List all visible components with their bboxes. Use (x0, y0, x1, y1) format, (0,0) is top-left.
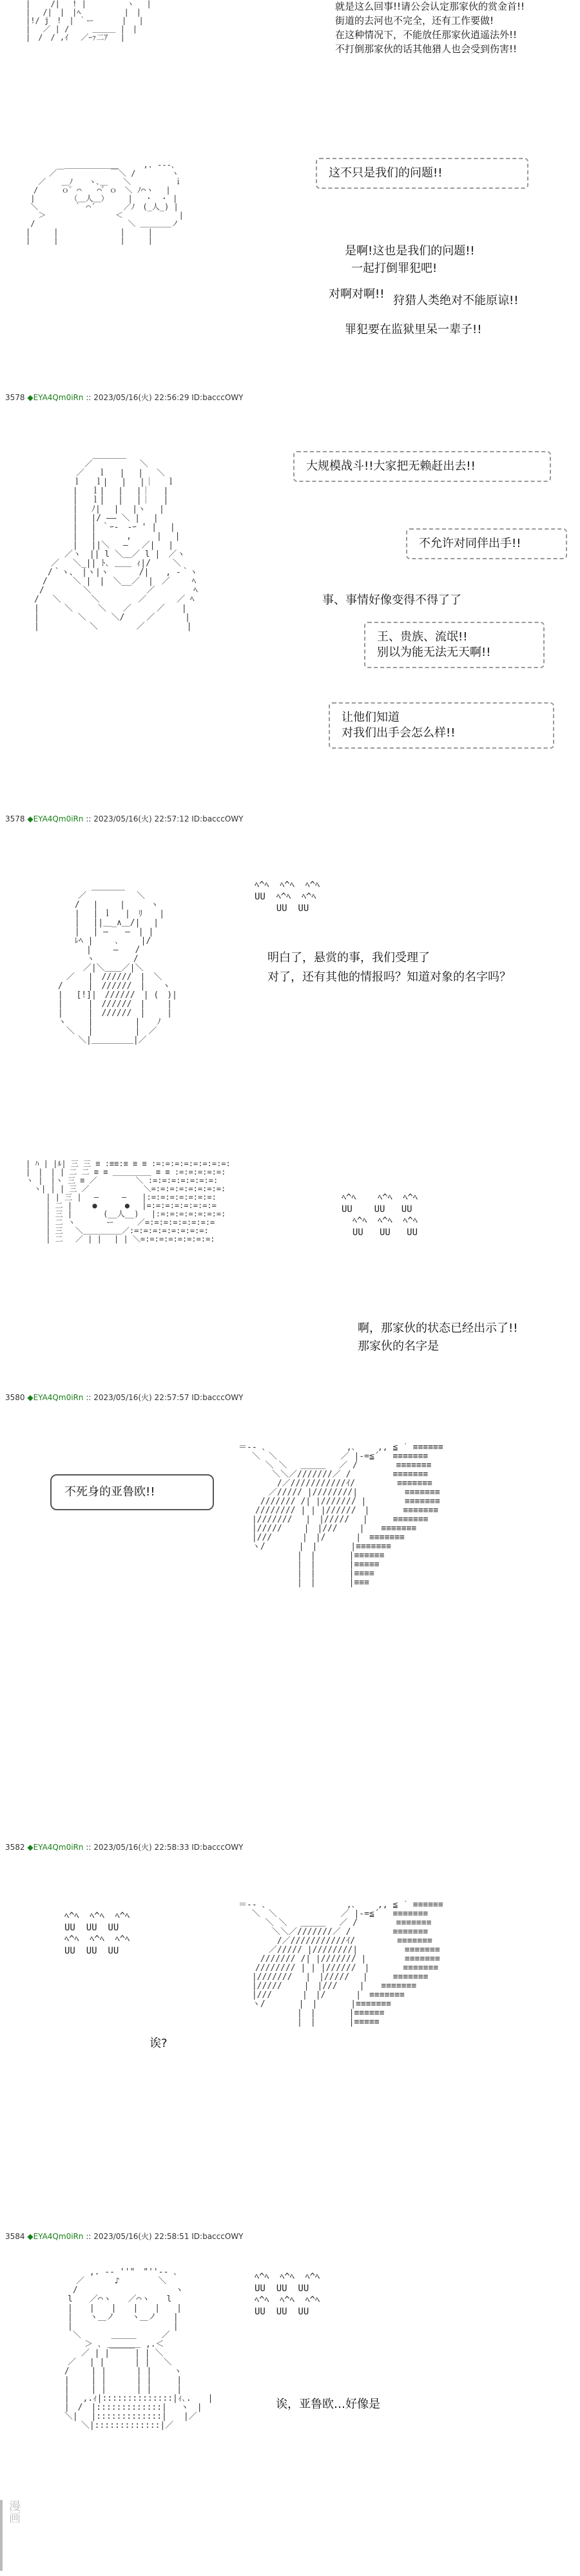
dialogue-line: 街道的去河也不完全，还有工作要做! (335, 15, 494, 26)
ascii-art-character: ＿＿＿＿ ／ ＼ / | | ヽ | | ｌ | ﾘ | | ||＿_∧＿/| | | | ― ― | | ﾚﾍ | ､ |/ | ― / ヽ / ／|＼＿＿／|＼ ／ | ////// | ＼ / | ////// | ヽ | [!]| ////// | ( )| | | ////// | | | | ////// | | ヽ | | ﾉ ＼ | | ／ ＼|＿＿＿＿＿|／ (57, 883, 177, 1045)
dialogue-line: 那家伙的名字是 (358, 1340, 439, 1353)
post-header (5, 813, 244, 824)
post-date: :: 2023/05/16(火) 22:58:51 ID:bacccOWY (86, 2232, 244, 2241)
dialogue-line: 是啊!这也是我们的问题!! (345, 244, 475, 258)
post-header (5, 1841, 244, 1852)
post-number: 3578 (5, 393, 25, 402)
shout-text: 王、贵族、流氓!! (377, 630, 468, 644)
sound-effect: ﾍ^ﾍ ﾍ^ﾍ ﾍ^ﾍ UU UU UU ﾍ^ﾍ ﾍ^ﾍ ﾍ^ﾍ UU UU UU (255, 2272, 320, 2317)
dialogue-line: 啊，那家伙的状态已经出示了!! (358, 1322, 518, 1335)
post-number: 3582 (5, 1843, 25, 1852)
ascii-art-character: | /| ! | ヽ | | /| | |ﾍ | | |!/ j ! | ｀ー | | | ／ | / ＿＿＿ | | | / / ,ｲ ／ｰｧ二ｱ | (26, 0, 151, 42)
shout-text: 这不只是我们的问题!! (329, 166, 443, 180)
dialogue-line: 诶，亚鲁欧…好像是 (276, 2398, 380, 2411)
dialogue-line: 罪犯要在监狱里呆一辈子!! (345, 323, 482, 336)
sound-effect: ﾍ^ﾍ ﾍ^ﾍ ﾍ^ﾍ UU ﾍ^ﾍ ﾍ^ﾍ UU UU (255, 880, 320, 914)
dialogue-line: 明白了，悬赏的事，我们受理了 (267, 951, 430, 965)
shout-bubble (316, 158, 528, 189)
shout-text: 大规模战斗!!大家把无赖赶出去!! (306, 459, 476, 473)
dialogue-line: 就是这么回事!!请公会认定那家伙的赏金首!! (335, 1, 525, 12)
shout-text: 对我们出手会怎么样!! (342, 726, 456, 740)
post-header (5, 1392, 244, 1403)
ascii-art-crowd: ＿＿＿＿＿＿＿ ,. -‐-､ ／￣ ￣＼ / ヽ ／ ＿ﾉ ヽ､＿ ＼ ｉ / ｏ゜⌒ ⌒゜ｏ ＼ ﾉ⌒ヽ | | （＿人＿） | ・ ・ | ＼ ｀ ⌒´ ／ﾉ (_人_) | ＞ ＜ | / ＼ ＿＿＿＿ノ | | | | | | | | (26, 161, 184, 245)
site-watermark: 漫画 (0, 2500, 22, 2571)
post-header (5, 392, 244, 403)
post-date: :: 2023/05/16(火) 22:57:12 ID:bacccOWY (86, 814, 244, 823)
post-number: 3580 (5, 1393, 25, 1402)
ascii-art-character: ＝-‐ ､ ,､ ,, ≦ ´ ≡≡≡≡≡≡ ＼ ＼ ／ |‐=≦´ ≡≡≡≡≡≡≡ ＼ ＼ ＿＿＿ ／ / ≡≡≡≡≡≡≡ ＼＼／///////／ / ≡≡≡≡≡≡≡ /／///////////ｲ/ ≡≡≡≡≡≡≡ ／///// |////////| ≡≡≡≡≡≡≡ /////// /| |/////// | ≡≡≡≡≡≡≡ //////// | | |////// | ≡≡≡≡≡≡≡ |/////// | |///// | ≡≡≡≡≡≡≡ |///// | |/// | ≡≡≡≡≡≡≡ |/// | |/ | ≡≡≡≡≡≡≡ ヽ/ | | |≡≡≡≡≡≡≡ | | |≡≡≡≡≡≡ | | |≡≡≡≡≡ (238, 1901, 443, 2027)
dialogue-line: 事、事情好像变得不得了了 (322, 593, 461, 607)
dialogue-line: 对啊对啊!! (329, 287, 385, 301)
post-number: 3578 (5, 814, 25, 823)
post-author[interactable]: ◆EYA4Qm0iRn (27, 2232, 84, 2241)
dialogue-line: 对了，还有其他的情报吗？知道对象的名字吗？ (267, 970, 511, 984)
shout-text: 不允许对同伴出手!! (419, 537, 521, 550)
shout-text: 别以为能无法无天啊!! (377, 646, 491, 659)
ascii-art-character: ＝-‐ ､ ,､ ,, ≦ ´ ≡≡≡≡≡≡ ＼ ＼ ／ |‐=≦´ ≡≡≡≡≡≡≡ ＼ ＼ ＿＿＿ ／ / ≡≡≡≡≡≡≡ ＼＼／///////／ / ≡≡≡≡≡≡≡ /／///////////ｲ/ ≡≡≡≡≡≡≡ ／///// |////////| ≡≡≡≡≡≡≡ /////// /| |/////// | ≡≡≡≡≡≡≡ //////// | | |////// | ≡≡≡≡≡≡≡ |/////// | |///// | ≡≡≡≡≡≡≡ |///// | |/// | ≡≡≡≡≡≡≡ |/// | |/ | ≡≡≡≡≡≡≡ ヽ/ | | |≡≡≡≡≡≡≡ | | |≡≡≡≡≡≡ | | |≡≡≡≡≡ | | |≡≡≡≡ | | |≡≡≡ (238, 1443, 443, 1588)
shout-text: 让他们知道 (342, 711, 400, 724)
post-author[interactable]: ◆EYA4Qm0iRn (27, 814, 84, 823)
ascii-art-character: ,. -‐ ''"￣"''‐- ､ ／ ♪ ＼ / ヽ l ／⌒ヽ ／⌒ヽ l | | | | | | | ヽ＿ノ ヽ＿ノ | | | ＼ ＿＿＿ ／ ＞ ､ ＿＿＿＿ ,.＜ ／ | |￣￣￣| | ＼ ／ | | | | ＼ / | | | | ヽ | | | | | | | | | | | | | ,.ｨ|::::::::::::::|ｨ､. | | / |:::::::::::::| ヽ | ＼| |:::::::::::::| |／ ＼|:::::::::::::|／ (64, 2268, 213, 2430)
ascii-art-character: ＿＿＿＿ ／ ＼ ／ ｌ | | ＼ ｌ ｌ| | |｜ ｌ | ｌ| | |｜ | | ｌ| | |｜ | | ﾉ| | |ヽ | | |/ ―― ＼ | | | | ｀ｰ- -ｰ ' | | | | , | | | ||＼ ― ／| | ／ヽ || l ＼＿／ l | ／ヽ ／ ＼_|| ﾄ､ ＿＿ ｨ|/ ＼ /｀ヽ、 |ヽ|ヽ /| , -｀ヽ / ＼ | | ＼__／ | ／ ﾍ / ＼ ／ ﾍ / ＼ ＼ ／ ／ ﾍ | ＼ ＼ ／ ／ | | ＼ ＼/ ／ | | ＼ ／ | (34, 451, 198, 631)
shout-bubble (293, 451, 551, 482)
post-number: 3584 (5, 2232, 25, 2241)
speech-bubble (50, 1474, 214, 1510)
sound-effect: ﾍ^ﾍ ﾍ^ﾍ ﾍ^ﾍ UU UU UU ﾍ^ﾍ ﾍ^ﾍ ﾍ^ﾍ UU UU UU (64, 1911, 130, 1956)
speech-text: 不死身的亚鲁欧!! (64, 1485, 155, 1499)
post-date: :: 2023/05/16(火) 22:58:33 ID:bacccOWY (86, 1843, 244, 1852)
dialogue-line: 诶? (150, 2037, 168, 2050)
dialogue-line: 一起打倒罪犯吧! (351, 262, 438, 275)
ascii-art-character: | ﾊ | |ﾙ| 三 三 ≡ :≡≡:≡ ≡ ≡ :=:=:=:=:=:=:=:=: | | | | 二 二 ≡ ≡ ＿＿＿＿＿ ≡ ≡ :=:=:=:=:=: ヽ | |ヽ 三 ≡ ／ ＼ :=:=:=:=:=:=:=: ヽ| | | 三 ／ ＼=:=:=:=:=:=:=:=: | | 三 | ― ― |:=:=:=:=:=:=:=: | 二 | ● ● |=:=:=:=:=:=:=:= | 三 | (__人__) |:=:=:=:=:=:=:=: | 二 ヽ ー ／=:=:=:=:=:=:=:= | 三 ＼＿＿＿＿＿／:=:=:=:=:=:=:=:=: | 二 ／ | | | | ＼=:=:=:=:=:=:=:=: (26, 1160, 231, 1244)
shout-bubble (364, 622, 545, 668)
post-header (5, 2231, 244, 2242)
post-author[interactable]: ◆EYA4Qm0iRn (27, 393, 84, 402)
dialogue-line: 不打倒那家伙的话其他猎人也会受到伤害!! (335, 43, 517, 55)
post-date: :: 2023/05/16(火) 22:56:29 ID:bacccOWY (86, 393, 244, 402)
dialogue-line: 在这种情况下，不能放任那家伙逍遥法外!! (335, 29, 517, 41)
post-author[interactable]: ◆EYA4Qm0iRn (27, 1393, 84, 1402)
post-author[interactable]: ◆EYA4Qm0iRn (27, 1843, 84, 1852)
sound-effect: ﾍ^ﾍ ﾍ^ﾍ ﾍ^ﾍ UU UU UU ﾍ^ﾍ ﾍ^ﾍ ﾍ^ﾍ UU UU UU (342, 1193, 418, 1238)
post-date: :: 2023/05/16(火) 22:57:57 ID:bacccOWY (86, 1393, 244, 1402)
shout-bubble (329, 702, 554, 749)
shout-bubble (406, 528, 567, 559)
dialogue-line: 狩猎人类绝对不能原谅!! (393, 294, 519, 307)
